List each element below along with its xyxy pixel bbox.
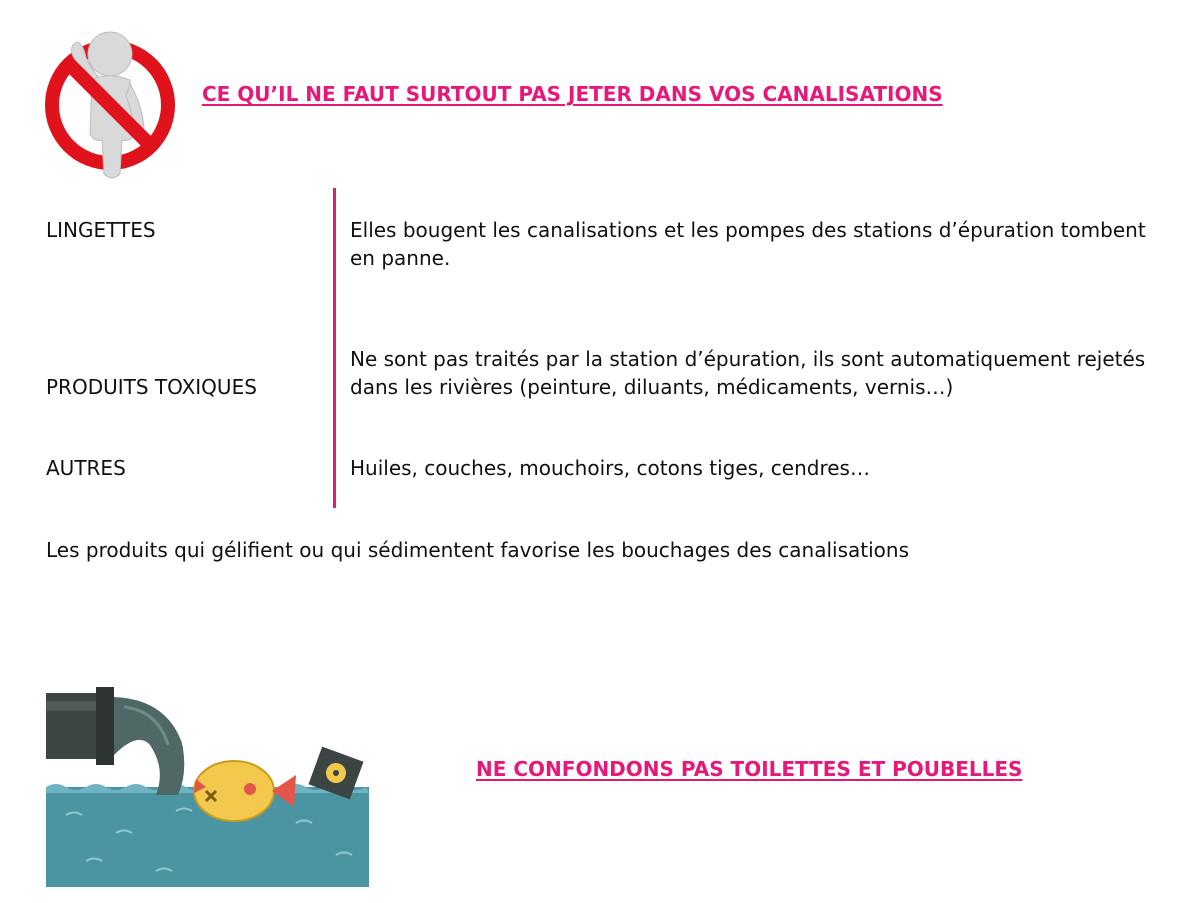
item-description-produits-toxiques: Ne sont pas traités par la station d’épuration, ils sont automatiquement rejetés dans les rivières (peinture, diluants, médicaments, vernis…) xyxy=(350,347,1146,399)
page-title: CE QU’IL NE FAUT SURTOUT PAS JETER DANS VOS CANALISATIONS xyxy=(202,82,943,106)
note-text: Les produits qui gélifient ou qui sédimentent favorise les bouchages des canalisations xyxy=(46,538,909,562)
item-label-lingettes: LINGETTES xyxy=(46,218,156,242)
polluting-pipe-illustration xyxy=(46,683,369,887)
footer-title: NE CONFONDONS PAS TOILETTES ET POUBELLES xyxy=(476,757,1023,781)
item-label-produits-toxiques: PRODUITS TOXIQUES xyxy=(46,375,257,399)
item-label-autres: AUTRES xyxy=(46,456,126,480)
item-description-lingettes: Elles bougent les canalisations et les pompes des stations d’épuration tombent en panne. xyxy=(350,218,1146,270)
stop-prohibition-icon xyxy=(40,24,182,186)
column-divider xyxy=(333,188,336,508)
item-description-autres: Huiles, couches, mouchoirs, cotons tiges, cendres… xyxy=(350,456,870,480)
